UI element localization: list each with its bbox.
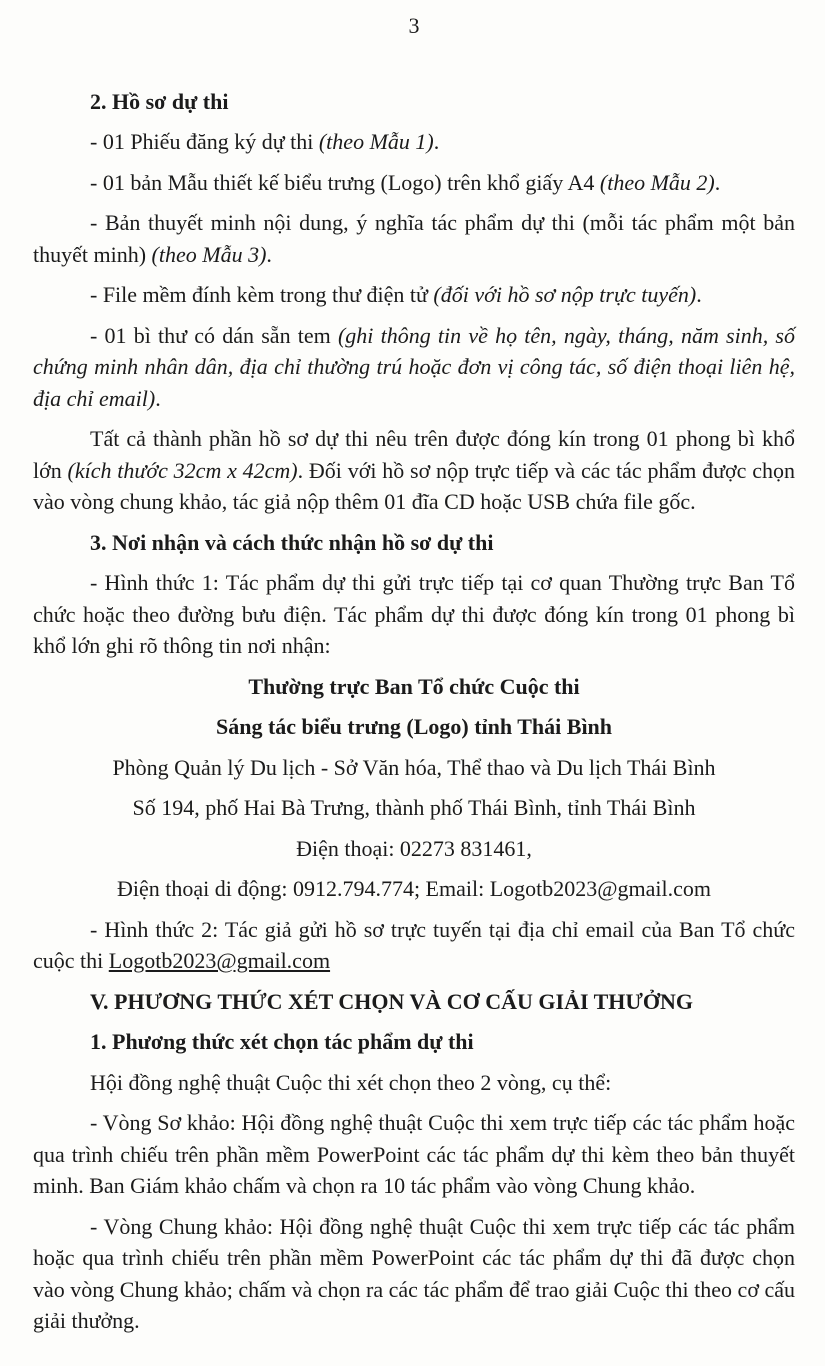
text-segment: Tất cả thành phần hồ sơ dự thi nêu trên được đóng kín trong 01 phong bì khổ lớn [33, 426, 795, 483]
text-segment: . Đối với hồ sơ nộp trực tiếp và các tác phẩm được chọn vào vòng chung khảo, tác giả nộp thêm 01 đĩa CD hoặc USB chứa file gốc. [33, 457, 795, 514]
subsection-1-heading: 1. Phương thức xét chọn tác phẩm dự thi [90, 1029, 474, 1054]
text-segment-italic: (kích thước 32cm x 42cm) [67, 457, 298, 483]
section-3-heading: 3. Nơi nhận và cách thức nhận hồ sơ dự thi [90, 529, 494, 555]
section-2-heading: 2. Hồ sơ dự thi [90, 88, 229, 114]
address-line-mobile-email: Điện thoại di động: 0912.794.774; Email: Logotb2023@gmail.com [116, 876, 712, 901]
address-line-contest-name: Sáng tác biểu trưng (Logo) tỉnh Thái Bình [215, 714, 613, 739]
text-segment: - 01 bản Mẫu thiết kế biểu trưng (Logo) trên khổ giấy A4 [90, 169, 600, 195]
text-segment-italic: (theo Mẫu 3) [151, 241, 267, 267]
address-line-department: Phòng Quản lý Du lịch - Sở Văn hóa, Thể thao và Du lịch Thái Bình [112, 754, 716, 780]
text-segment: . [155, 385, 161, 411]
address-line-committee: Thường trực Ban Tổ chức Cuộc thi [248, 673, 580, 699]
address-line-phone: Điện thoại: 02273 831461, [296, 835, 532, 861]
dossier-item-logo-design [33, 167, 795, 199]
dossier-item-explanation [33, 207, 795, 270]
paragraph-submission-method-1: - Hình thức 1: Tác phẩm dự thi gửi trực tiếp tại cơ quan Thường trực Ban Tổ chức hoặc theo đường bưu điện. Tác phẩm dự thi được đóng kín trong 01 phong bì khổ lớn ghi rõ thông tin nơi nhận: [33, 570, 795, 658]
paragraph-final-round: - Vòng Chung khảo: Hội đồng nghệ thuật Cuộc thi xem trực tiếp các tác phẩm hoặc qua trình chiếu trên phần mềm PowerPoint các tác phẩm dự thi đã được chọn vào vòng Chung khảo; chấm và chọn ra các tác phẩm để trao giải Cuộc thi theo cơ cấu giải thưởng. [33, 1213, 795, 1333]
paragraph-preliminary-round: - Vòng Sơ khảo: Hội đồng nghệ thuật Cuộc thi xem trực tiếp các tác phẩm hoặc qua trình chiếu trên phần mềm PowerPoint các tác phẩm dự thi kèm theo bản thuyết minh. Ban Giám khảo chấm và chọn ra 10 tác phẩm vào vòng Chung khảo. [33, 1110, 795, 1198]
dossier-item-softcopy [33, 279, 795, 311]
text-segment: - Bản thuyết minh nội dung, ý nghĩa tác phẩm dự thi (mỗi tác phẩm một bản thuyết minh) [33, 210, 795, 267]
paragraph-council-rounds: Hội đồng nghệ thuật Cuộc thi xét chọn theo 2 vòng, cụ thể: [90, 1069, 612, 1095]
text-segment: . [433, 129, 440, 154]
page-number: 3 [408, 13, 420, 38]
text-segment: . [714, 169, 721, 195]
paragraph-submission-method-2 [33, 914, 795, 977]
dossier-item-registration [33, 126, 795, 158]
text-segment: - File mềm đính kèm trong thư điện tử [90, 282, 434, 307]
text-segment: - Hình thức 2: Tác giả gửi hồ sơ trực tuyến tại địa chỉ email của Ban Tổ chức cuộc thi [33, 916, 795, 973]
section-v-heading: V. PHƯƠNG THỨC XÉT CHỌN VÀ CƠ CẤU GIẢI THƯỞNG [90, 988, 694, 1014]
address-line-street: Số 194, phố Hai Bà Trưng, thành phố Thái Bình, tỉnh Thái Bình [132, 795, 696, 820]
paragraph-sealing-instructions [33, 423, 795, 518]
text-segment: - 01 Phiếu đăng ký dự thi [90, 129, 319, 154]
text-segment-italic: (theo Mẫu 1) [318, 129, 434, 154]
text-segment: - 01 bì thư có dán sẵn tem [90, 322, 338, 348]
text-segment: . [696, 282, 702, 307]
text-segment: . [266, 241, 272, 267]
text-segment-italic: (đối với hồ sơ nộp trực tuyến) [433, 282, 697, 307]
text-segment-italic: (theo Mẫu 2) [599, 169, 715, 195]
text-segment-italic: (ghi thông tin về họ tên, ngày, tháng, năm sinh, số chứng minh nhân dân, địa chỉ thường trú hoặc đơn vị công tác, số điện thoại liên hệ, địa chỉ email) [33, 322, 795, 411]
dossier-item-envelope [33, 320, 795, 415]
email-address: Logotb2023@gmail.com [108, 948, 331, 973]
